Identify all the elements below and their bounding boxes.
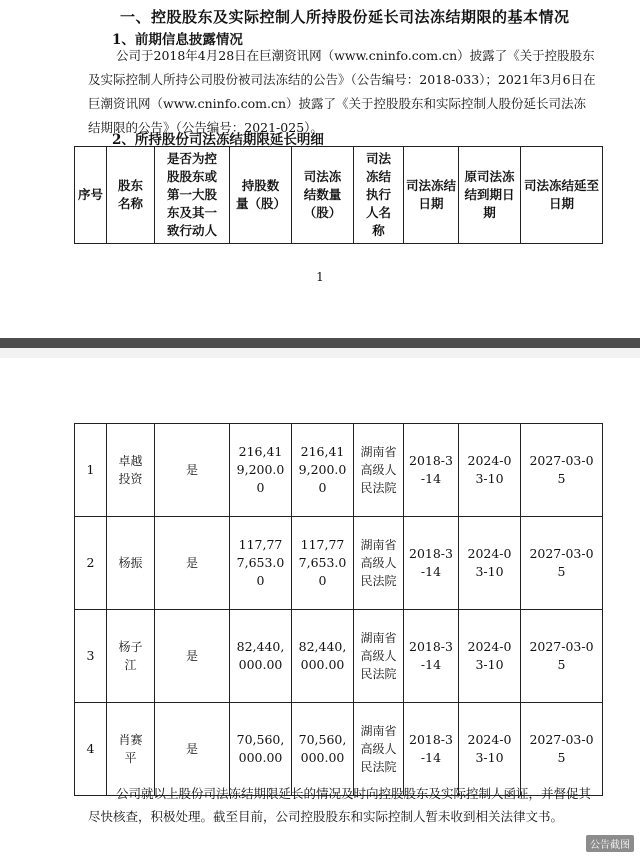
table-cell: 是 <box>155 517 230 610</box>
freeze-table-header <box>74 146 603 244</box>
table-cell: 湖南省高级人民法院 <box>354 424 404 517</box>
table-cell: 2018-3-14 <box>404 610 459 703</box>
table-cell: 湖南省高级人民法院 <box>354 517 404 610</box>
header-cell: 是否为控股股东或第一大股东及其一致行动人 <box>155 147 230 244</box>
table-row <box>75 517 603 610</box>
table-cell: 是 <box>155 424 230 517</box>
header-cell: 司法冻结延至日期 <box>521 147 603 244</box>
subheading-disclosure: 1、前期信息披露情况 <box>112 32 243 48</box>
table-cell: 2018-3-14 <box>404 703 459 796</box>
header-cell: 司法冻结执行人名称 <box>354 147 404 244</box>
header-cell: 序号 <box>75 147 107 244</box>
header-cell: 股东名称 <box>107 147 155 244</box>
disclosure-paragraph <box>88 44 598 140</box>
table-cell: 2024-03-10 <box>459 517 521 610</box>
table-cell: 216,419,200.00 <box>230 424 292 517</box>
subheading-freeze-details: 2、所持股份司法冻结期限延长明细 <box>112 132 324 148</box>
header-row <box>75 147 603 244</box>
table-cell: 2018-3-14 <box>404 424 459 517</box>
table-cell: 杨子江 <box>107 610 155 703</box>
table-cell: 湖南省高级人民法院 <box>354 703 404 796</box>
table-cell: 2024-03-10 <box>459 703 521 796</box>
table-row <box>75 424 603 517</box>
table-cell: 是 <box>155 703 230 796</box>
table-cell: 湖南省高级人民法院 <box>354 610 404 703</box>
header-cell: 司法冻结数量（股） <box>292 147 354 244</box>
table-cell: 216,419,200.00 <box>292 424 354 517</box>
header-cell: 持股数量（股） <box>230 147 292 244</box>
table-cell: 2027-03-05 <box>521 610 603 703</box>
table-cell: 2027-03-05 <box>521 424 603 517</box>
table-cell: 1 <box>75 424 107 517</box>
table-cell: 2024-03-10 <box>459 610 521 703</box>
closing-text: 公司就以上股份司法冻结期限延长的情况及时向控股股东及实际控制人函证，并督促其尽快核查，积极处理。截至目前，公司控股股东和实际控制人暂未收到相关法律文书。 <box>88 786 592 824</box>
header-cell: 司法冻结日期 <box>404 147 459 244</box>
page-number: 1 <box>316 270 324 284</box>
table-cell: 4 <box>75 703 107 796</box>
header-cell: 原司法冻结到期日期 <box>459 147 521 244</box>
watermark: 公告截图 <box>586 835 634 852</box>
table-cell: 2 <box>75 517 107 610</box>
table-cell: 肖赛平 <box>107 703 155 796</box>
table-cell: 2027-03-05 <box>521 703 603 796</box>
table-cell: 117,777,653.00 <box>292 517 354 610</box>
table-cell: 卓越投资 <box>107 424 155 517</box>
table-cell: 2018-3-14 <box>404 517 459 610</box>
table-cell: 2024-03-10 <box>459 424 521 517</box>
table-cell: 70,560,000.00 <box>292 703 354 796</box>
table-cell: 3 <box>75 610 107 703</box>
section-heading: 一、控股股东及实际控制人所持股份延长司法冻结期限的基本情况 <box>120 8 570 26</box>
page-separator <box>0 338 640 348</box>
table-cell: 117,777,653.00 <box>230 517 292 610</box>
closing-paragraph <box>88 782 603 828</box>
table-cell: 杨振 <box>107 517 155 610</box>
table-cell: 2027-03-05 <box>521 517 603 610</box>
table-cell: 是 <box>155 610 230 703</box>
table-row <box>75 610 603 703</box>
table-cell: 82,440,000.00 <box>292 610 354 703</box>
freeze-table-body <box>74 423 603 796</box>
table-cell: 70,560,000.00 <box>230 703 292 796</box>
page-gap <box>0 348 640 358</box>
table-cell: 82,440,000.00 <box>230 610 292 703</box>
disclosure-text: 公司于2018年4月28日在巨潮资讯网（www.cninfo.com.cn）披露了《关于控股股东及实际控制人所持公司股份被司法冻结的公告》（公告编号：2018-033）；2021年3月6日在巨潮资讯网（www.cninfo.com.cn）披露了《关于控股股东和实际控制人股份延长司法冻结期限的公告》（公告编号：2021-025）。 <box>88 48 596 135</box>
